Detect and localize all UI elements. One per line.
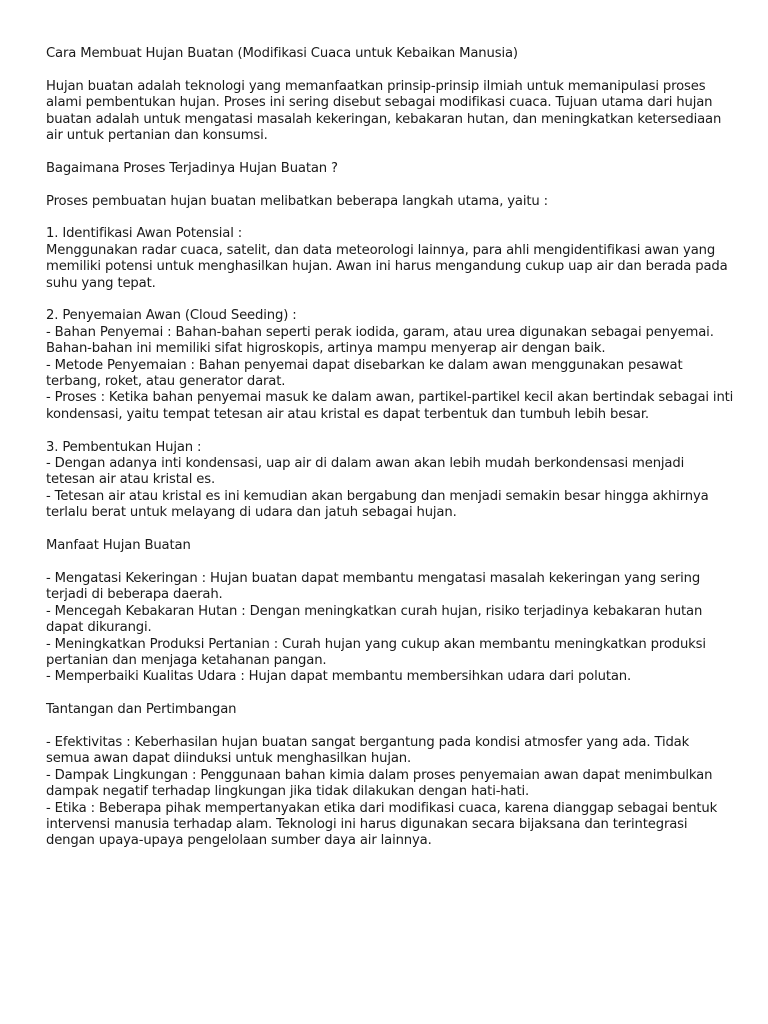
list-item: - Bahan Penyemai : Bahan-bahan seperti perak iodida, garam, atau urea digunakan sebagai penyemai. Bahan-bahan ini memiliki sifat higroskopis, artinya mampu menyerap air dengan baik. — [46, 324, 714, 357]
step-1-section — [46, 226, 736, 292]
list-item: - Mengatasi Kekeringan : Hujan buatan dapat membantu mengatasi masalah kekeringan yang sering terjadi di beberapa daerah. — [46, 570, 701, 603]
step-1-heading: 1. Identifikasi Awan Potensial : — [46, 226, 243, 242]
step-3-heading: 3. Pembentukan Hujan : — [46, 439, 202, 455]
challenges-heading: Tantangan dan Pertimbangan — [46, 702, 237, 718]
benefits-heading: Manfaat Hujan Buatan — [46, 538, 191, 554]
list-item: - Etika : Beberapa pihak mempertanyakan etika dari modifikasi cuaca, karena dianggap sebagai bentuk intervensi manusia terhadap alam. Teknologi ini harus digunakan secara bijaksana dan terintegrasi dengan upaya-upaya pengelolaan sumber daya air lainnya. — [46, 800, 718, 849]
process-heading: Bagaimana Proses Terjadinya Hujan Buatan ? — [46, 160, 338, 176]
challenges-list — [46, 735, 736, 850]
step-3-section — [46, 440, 736, 522]
list-item: - Efektivitas : Keberhasilan hujan buatan sangat bergantung pada kondisi atmosfer yang ada. Tidak semua awan dapat diinduksi untuk menghasilkan hujan. — [46, 734, 690, 767]
list-item: - Dampak Lingkungan : Penggunaan bahan kimia dalam proses penyemaian awan dapat menimbulkan dampak negatif terhadap lingkungan jika tidak dilakukan dengan hati-hati. — [46, 767, 713, 800]
step-2-section — [46, 308, 736, 423]
list-item: - Meningkatkan Produksi Pertanian : Curah hujan yang cukup akan membantu meningkatkan produksi pertanian dan menjaga ketahanan pangan. — [46, 636, 706, 668]
list-item: - Memperbaiki Kualitas Udara : Hujan dapat membantu membersihkan udara dari polutan. — [46, 669, 632, 685]
step-1-text: Menggunakan radar cuaca, satelit, dan data meteorologi lainnya, para ahli mengidentifikasi awan yang memiliki potensi untuk menghasilkan hujan. Awan ini harus mengandung cukup uap air dan berada pada suhu yang tepat. — [46, 242, 728, 291]
benefits-list — [46, 571, 736, 686]
document-page — [46, 46, 736, 866]
list-item: - Metode Penyemaian : Bahan penyemai dapat disebarkan ke dalam awan menggunakan pesawat terbang, roket, atau generator darat. — [46, 357, 683, 390]
intro-paragraph: Hujan buatan adalah teknologi yang memanfaatkan prinsip-prinsip ilmiah untuk memanipulasi proses alami pembentukan hujan. Proses ini sering disebut sebagai modifikasi cuaca. Tujuan utama dari hujan buatan adalah untuk mengatasi masalah kekeringan, kebakaran hutan, dan meningkatkan ketersediaan air untuk pertanian dan konsumsi. — [46, 78, 722, 144]
list-item: - Proses : Ketika bahan penyemai masuk ke dalam awan, partikel-partikel kecil akan bertindak sebagai inti kondensasi, yaitu tempat tetesan air atau kristal es dapat terbentuk dan tumbuh lebih besar. — [46, 390, 734, 422]
list-item: - Dengan adanya inti kondensasi, uap air di dalam awan akan lebih mudah berkondensasi menjadi tetesan air atau kristal es. — [46, 456, 685, 488]
document-title: Cara Membuat Hujan Buatan (Modifikasi Cuaca untuk Kebaikan Manusia) — [46, 46, 518, 61]
list-item: - Mencegah Kebakaran Hutan : Dengan meningkatkan curah hujan, risiko terjadinya kebakaran hutan dapat dikurangi. — [46, 603, 703, 636]
process-intro: Proses pembuatan hujan buatan melibatkan beberapa langkah utama, yaitu : — [46, 193, 548, 209]
step-2-heading: 2. Penyemaian Awan (Cloud Seeding) : — [46, 308, 297, 324]
list-item: - Tetesan air atau kristal es ini kemudian akan bergabung dan menjadi semakin besar hingga akhirnya terlalu berat untuk melayang di udara dan jatuh sebagai hujan. — [46, 488, 709, 521]
